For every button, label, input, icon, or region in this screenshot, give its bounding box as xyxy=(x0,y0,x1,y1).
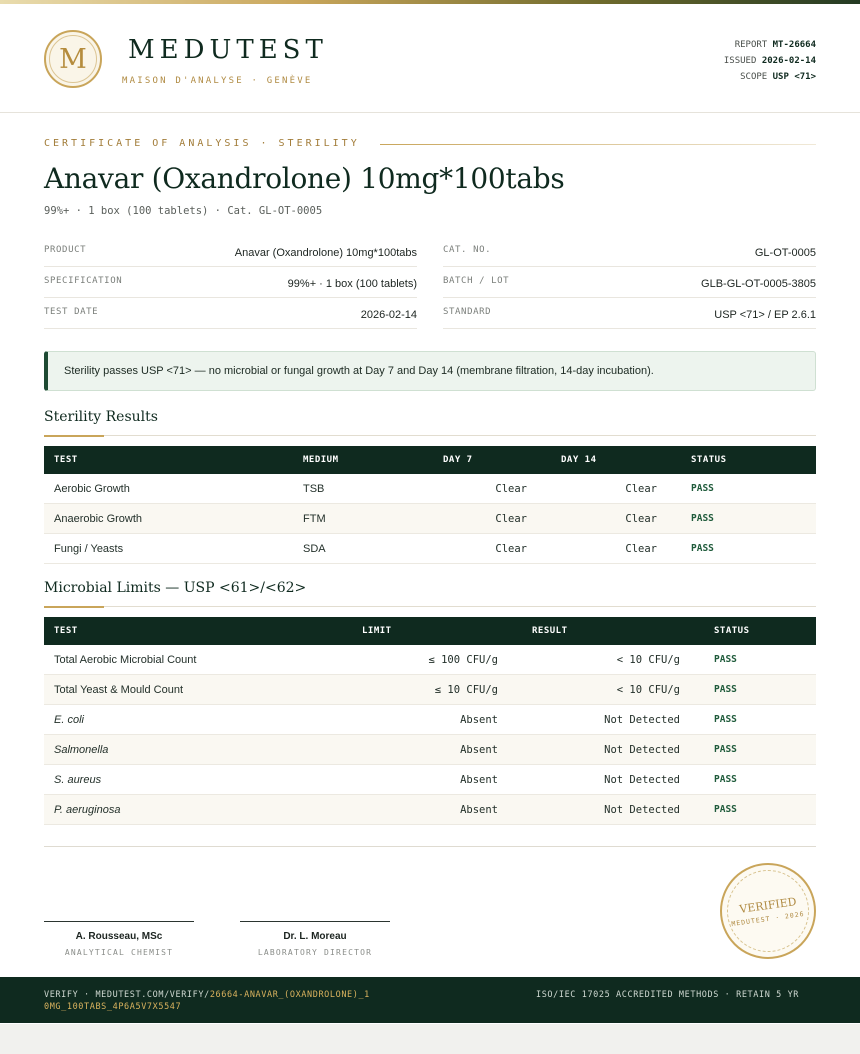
status-badge: PASS xyxy=(704,645,816,675)
report-meta-row xyxy=(724,53,816,69)
section-underline xyxy=(44,606,104,608)
microbial-section-heading xyxy=(44,580,816,607)
status-badge: PASS xyxy=(681,474,816,504)
info-row xyxy=(443,298,816,329)
signatory-name: Dr. L. Moreau xyxy=(283,931,347,942)
table-row xyxy=(44,675,816,705)
info-label: CAT. NO. xyxy=(443,245,492,255)
status-badge: PASS xyxy=(704,795,816,825)
test-name: E. coli xyxy=(44,705,352,735)
verified-stamp xyxy=(720,863,816,959)
status-badge: PASS xyxy=(704,765,816,795)
meta-label: ISSUED xyxy=(723,56,757,66)
info-label: BATCH / LOT xyxy=(443,276,510,286)
footer xyxy=(0,977,860,1023)
stamp-text: VERIFIED xyxy=(738,895,798,916)
table-row xyxy=(44,705,816,735)
signature-line xyxy=(44,921,194,922)
notice-text: Sterility passes USP <71> — no microbial or fungal growth at Day 7 and Day 14 (membrane filtration, 14-day incubation). xyxy=(64,365,654,377)
result: Not Detected xyxy=(522,735,704,765)
table-row xyxy=(44,474,816,504)
section-underline xyxy=(44,435,104,437)
info-left-column xyxy=(44,236,417,329)
day14-result: Clear xyxy=(551,504,681,534)
info-row xyxy=(443,267,816,298)
microbial-limits-table xyxy=(44,617,816,825)
column-header: LIMIT xyxy=(362,626,392,636)
info-value: 99%+ · 1 box (100 tablets) xyxy=(287,278,417,290)
column-header: STATUS xyxy=(714,626,750,636)
table-row xyxy=(44,795,816,825)
info-label: PRODUCT xyxy=(44,245,87,255)
info-label: SPECIFICATION xyxy=(44,276,123,286)
column-header: RESULT xyxy=(532,626,568,636)
report-meta-row xyxy=(724,37,816,53)
column-header: DAY 14 xyxy=(561,455,597,465)
report-meta xyxy=(724,37,816,85)
medium: FTM xyxy=(293,504,433,534)
medium: TSB xyxy=(293,474,433,504)
test-name: Aerobic Growth xyxy=(44,474,293,504)
info-value: GL-OT-0005 xyxy=(754,247,816,259)
verify-prefix: VERIFY · MEDUTEST.COM/VERIFY/ xyxy=(44,990,210,1000)
limit: Absent xyxy=(352,705,522,735)
result: Not Detected xyxy=(522,795,704,825)
info-value: GLB-GL-OT-0005-3805 xyxy=(701,278,816,290)
table-row xyxy=(44,765,816,795)
table-row xyxy=(44,735,816,765)
limit: Absent xyxy=(352,735,522,765)
column-header: TEST xyxy=(54,626,78,636)
verify-link[interactable] xyxy=(44,989,374,1013)
column-header: DAY 7 xyxy=(443,455,473,465)
status-badge: PASS xyxy=(704,705,816,735)
result: Not Detected xyxy=(522,705,704,735)
meta-value: USP <71> xyxy=(772,72,816,82)
info-value: Anavar (Oxandrolone) 10mg*100tabs xyxy=(234,247,417,259)
stamp-subtext: MEDUTEST · 2026 xyxy=(730,909,806,929)
limit: Absent xyxy=(352,765,522,795)
result: < 10 CFU/g xyxy=(522,675,704,705)
info-label: TEST DATE xyxy=(44,307,99,317)
logo-emblem xyxy=(44,30,102,88)
info-row xyxy=(443,236,816,267)
column-header: MEDIUM xyxy=(303,455,339,465)
product-title: Anavar (Oxandrolone) 10mg*100tabs xyxy=(44,162,565,195)
column-header: TEST xyxy=(54,455,78,465)
test-name: Anaerobic Growth xyxy=(44,504,293,534)
day14-result: Clear xyxy=(551,534,681,564)
test-name: Total Yeast & Mould Count xyxy=(44,675,352,705)
table-row xyxy=(44,645,816,675)
certificate-kicker: CERTIFICATE OF ANALYSIS · STERILITY xyxy=(44,138,360,149)
table-header-row xyxy=(44,446,816,474)
info-row xyxy=(44,267,417,298)
meta-label: SCOPE xyxy=(740,72,768,82)
section-title: Microbial Limits — USP <61>/<62> xyxy=(44,580,307,596)
day7-result: Clear xyxy=(433,474,551,504)
info-value: 2026-02-14 xyxy=(360,309,417,321)
column-header: STATUS xyxy=(691,455,727,465)
status-badge: PASS xyxy=(704,735,816,765)
brand-tagline: MAISON D'ANALYSE · GENÈVE xyxy=(122,76,313,86)
test-name: S. aureus xyxy=(44,765,352,795)
accreditation-note: ISO/IEC 17025 ACCREDITED METHODS · RETAIN 5 YR xyxy=(536,990,800,1000)
limit: Absent xyxy=(352,795,522,825)
day7-result: Clear xyxy=(433,534,551,564)
test-name: Salmonella xyxy=(44,735,352,765)
status-badge: PASS xyxy=(704,675,816,705)
info-right-column xyxy=(443,236,816,329)
test-name: Fungi / Yeasts xyxy=(44,534,293,564)
meta-value: MT-26664 xyxy=(772,40,816,50)
info-row xyxy=(44,298,417,329)
info-value: USP <71> / EP 2.6.1 xyxy=(714,309,816,321)
status-badge: PASS xyxy=(681,504,816,534)
signatory-role: ANALYTICAL CHEMIST xyxy=(64,948,174,957)
sterility-section-heading xyxy=(44,409,816,436)
header xyxy=(0,4,860,113)
medium: SDA xyxy=(293,534,433,564)
status-badge: PASS xyxy=(681,534,816,564)
info-label: STANDARD xyxy=(443,307,492,317)
test-name: Total Aerobic Microbial Count xyxy=(44,645,352,675)
product-subtitle: 99%+ · 1 box (100 tablets) · Cat. GL-OT-0005 xyxy=(44,205,323,217)
limit: ≤ 10 CFU/g xyxy=(352,675,522,705)
signature-block xyxy=(44,921,194,957)
table-row xyxy=(44,504,816,534)
result: Not Detected xyxy=(522,765,704,795)
table-header-row xyxy=(44,617,816,645)
info-row xyxy=(44,236,417,267)
signature-divider xyxy=(44,846,816,847)
test-name: P. aeruginosa xyxy=(44,795,352,825)
day14-result: Clear xyxy=(551,474,681,504)
report-meta-row xyxy=(724,69,816,85)
result: < 10 CFU/g xyxy=(522,645,704,675)
logo-letter: M xyxy=(59,44,87,75)
meta-value: 2026-02-14 xyxy=(761,56,816,66)
signature-line xyxy=(240,921,390,922)
sterility-notice xyxy=(44,351,816,391)
meta-label: REPORT xyxy=(734,40,768,50)
day7-result: Clear xyxy=(433,504,551,534)
limit: ≤ 100 CFU/g xyxy=(352,645,522,675)
section-title: Sterility Results xyxy=(44,409,158,425)
signatory-role: LABORATORY DIRECTOR xyxy=(257,948,373,957)
sterility-table xyxy=(44,446,816,564)
brand-name: MEDUTEST xyxy=(128,35,328,65)
signatory-name: A. Rousseau, MSc xyxy=(75,931,163,942)
verify-code: 26664-ANAVAR_(OXANDROLONE)_10MG_100TABS_4P6A5V7X5547 xyxy=(44,990,370,1012)
signature-block xyxy=(240,921,390,957)
table-row xyxy=(44,534,816,564)
kicker-rule xyxy=(380,144,816,145)
